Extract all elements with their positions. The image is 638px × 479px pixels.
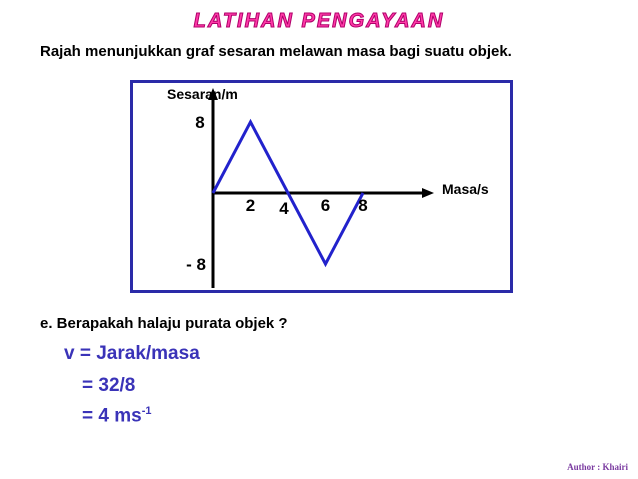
question-text: e. Berapakah halaju purata objek ? — [40, 315, 288, 332]
x-tick-label: 6 — [320, 196, 331, 215]
y-axis-label: Sesaran/m — [167, 86, 238, 102]
x-tick-label: 2 — [245, 196, 256, 215]
y-tick-label: 8 — [195, 113, 205, 132]
y-tick-label: - 8 — [186, 255, 206, 274]
slide-title: LATIHAN PENGAYAAN — [193, 10, 445, 32]
intro-text: Rajah menunjukkan graf sesaran melawan masa bagi suatu objek. — [40, 43, 512, 60]
answer-line-3-main: = 4 ms — [82, 405, 142, 427]
answer-line-2: = 32/8 — [82, 375, 136, 396]
x-tick-label: 8 — [358, 196, 368, 215]
answer-line-3-exponent: -1 — [141, 405, 152, 417]
answer-line-3 — [82, 405, 151, 427]
x-axis-label: Masa/s — [442, 181, 489, 197]
author-credit: Author : Khairi — [567, 462, 628, 472]
x-tick-label: 4 — [279, 199, 289, 218]
answer-line-1: v = Jarak/masa — [64, 343, 200, 364]
x-axis-arrow — [422, 188, 434, 198]
